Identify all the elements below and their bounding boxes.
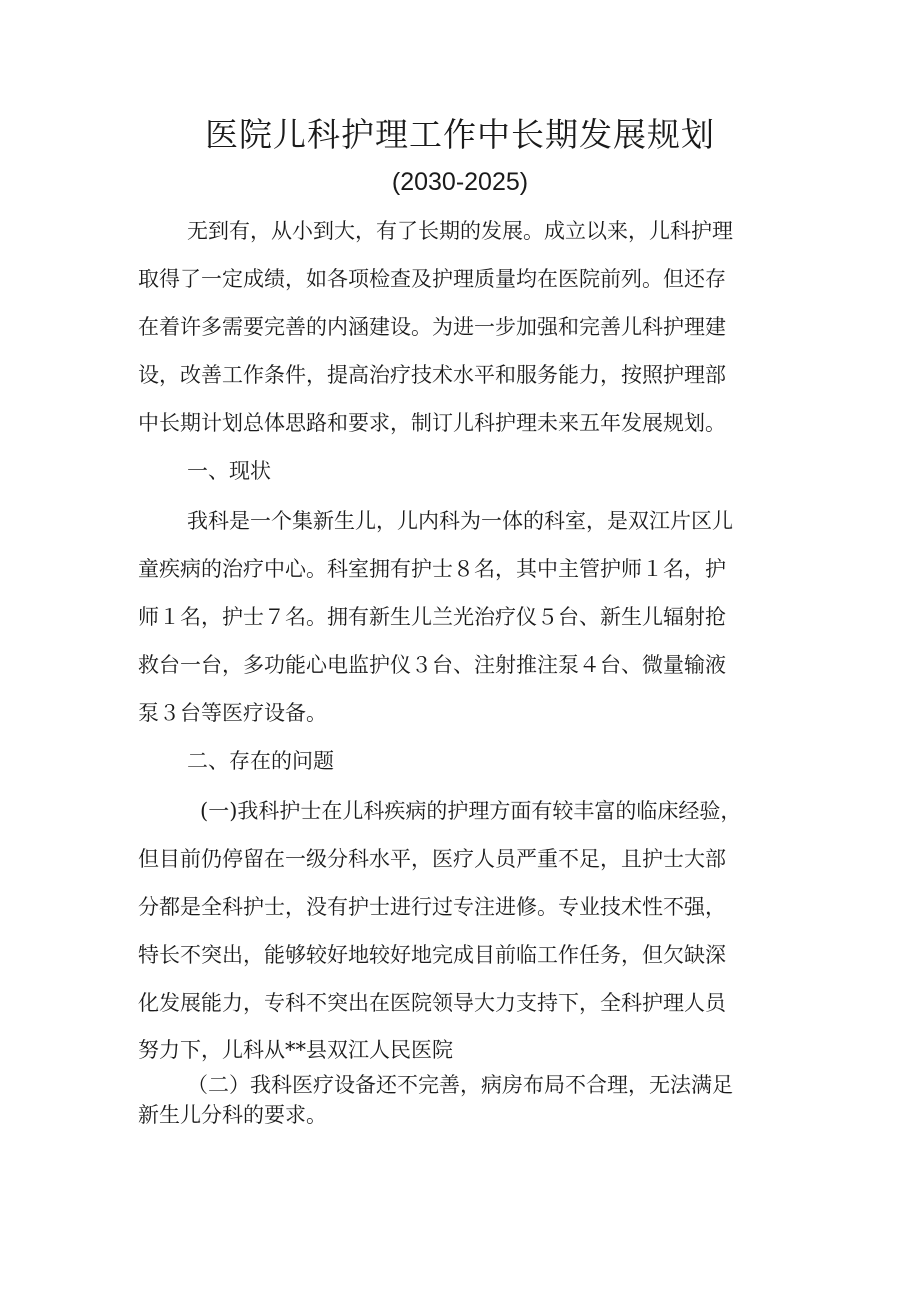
status-line: 师１名，护士７名。拥有新生儿兰光治疗仪５台、新生儿辐射抢 [138, 605, 726, 629]
problem1-line: 但目前仍停留在一级分科水平，医疗人员严重不足，且护士大部 [138, 847, 726, 871]
document-title: 医院儿科护理工作中长期发展规划 [205, 115, 715, 154]
problem2-line: 新生儿分科的要求。 [138, 1103, 327, 1127]
status-line: 童疾病的治疗中心。科室拥有护士８名，其中主管护师１名，护 [138, 557, 726, 581]
intro-line: 在着许多需要完善的内涵建设。为进一步加强和完善儿科护理建 [138, 315, 726, 339]
intro-line: 中长期计划总体思路和要求，制订儿科护理未来五年发展规划。 [138, 411, 726, 435]
section-heading-status: 一、现状 [187, 459, 271, 483]
intro-line: 取得了一定成绩，如各项检查及护理质量均在医院前列。但还存 [138, 267, 726, 291]
status-line: 泵３台等医疗设备。 [138, 701, 327, 725]
status-line: 我科是一个集新生儿，儿内科为一体的科室，是双江片区儿 [187, 509, 733, 533]
problem2-line: （二）我科医疗设备还不完善，病房布局不合理，无法满足 [187, 1073, 733, 1097]
section-heading-problems: 二、存在的问题 [187, 749, 334, 773]
problem1-line: 化发展能力，专科不突出在医院领导大力支持下，全科护理人员 [138, 991, 726, 1015]
problem1-line: 特长不突出，能够较好地较好地完成目前临工作任务，但欠缺深 [138, 943, 726, 967]
document-subtitle: (2030-2025) [391, 168, 529, 196]
intro-line: 设，改善工作条件，提高治疗技术水平和服务能力，按照护理部 [138, 363, 726, 387]
problem1-line: 分都是全科护士，没有护士进行过专注进修。专业技术性不强， [138, 895, 726, 919]
status-line: 救台一台，多功能心电监护仪３台、注射推注泵４台、微量输液 [138, 653, 726, 677]
intro-line: 无到有，从小到大，有了长期的发展。成立以来，儿科护理 [187, 219, 733, 243]
problem1-line: (一)我科护士在儿科疾病的护理方面有较丰富的临床经验， [200, 799, 742, 823]
problem1-line: 努力下，儿科从**县双江人民医院 [138, 1038, 453, 1062]
